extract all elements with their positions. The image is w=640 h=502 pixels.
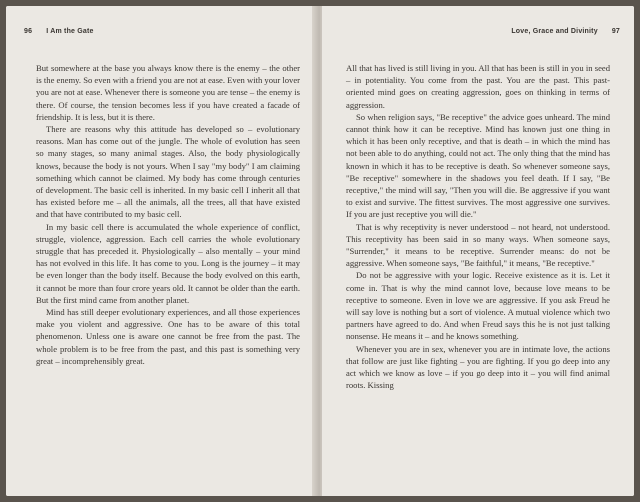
left-running-head — [24, 28, 94, 35]
paragraph: So when religion says, "Be receptive" the advice goes unheard. The mind cannot think how it can be receptive. Mind has known just one thing in which it has been only receptive, and that is death – in which the mind has not been able to do anything, could not act. The only thing that the mind has known in which it has to be receptive is death. So whenever someone says, "Be receptive" somewhere in the shadows you feel death. If I say, "Be receptive," the mind will say, "Then you will die. Be aggressive if you want to exist and survive. The fittest survives. The most aggressive one survives. If you are just receptive you will die." — [346, 111, 610, 220]
book-spread — [6, 6, 634, 496]
right-body-text — [346, 62, 610, 391]
right-page — [322, 6, 634, 496]
paragraph: There are reasons why this attitude has developed so – evolutionary reasons. Man has come out of the jungle. The whole of evolution has seen so many stages, so many animal stages. Also, the body physiologically knows, because the body is not yours. When I say "my body" I am claiming something which cannot be claimed. My body has come through centuries of development. The basic cell is inherited. In my basic cell I inherit all that has existed before me – all the animals, all the trees, all that have existed and that have contributed to my basic cell. — [36, 124, 300, 220]
paragraph: That is why receptivity is never understood – not heard, not understood. This receptivity has been said in so many ways. When someone says, "Surrender," it means to be receptive. Surrender means: do not be aggressive. When someone says, "Be faithful," it means, "Be receptive." — [346, 221, 610, 269]
page-number: 96 — [24, 28, 33, 35]
paragraph: Whenever you are in sex, whenever you are in intimate love, the actions that follow are just like fighting – you are fighting. If you go deep into any act which we know as love – if you go deep into it – you will find animal roots. Kissing — [346, 343, 610, 391]
paragraph: But somewhere at the base you always know there is the enemy – the other is the enemy. So even with a friend you are not at ease. Even with your lover you are not at ease. Whenever there is someone you are tense – the enemy is there. Of course, the tension becomes less if you have created a facade of friendship. It is less, but it is there. — [36, 63, 300, 122]
paragraph: In my basic cell there is accumulated the whole experience of conflict, struggle, violence, aggression. Each cell carries the whole evolutionary struggle that has preceded it. Physiologically – also mentally – your mind has not evolved in this life. It has come to you. Long is the journey – it may be even longer than the body itself. Because the body evolved on this earth, it cannot be more than four crore years old. It cannot be older than the earth. But the first mind came from another planet. — [36, 221, 300, 305]
left-page — [6, 6, 318, 496]
paragraph: Mind has still deeper evolutionary experiences, and all those experiences make you violent and aggressive. One has to be aware of this total phenomenon. Unless one is aware one cannot be free from the past. The whole problem is to be free from the past, and this past is something very great – incomprehensibly great. — [36, 307, 300, 366]
book-title-head: I Am the Gate — [46, 28, 94, 35]
paragraph: All that has lived is still living in you. All that has been is still in you in seed – in potentiality. You come from the past. You are the past. This past-oriented mind goes on creating aggression, goes on thinking in terms of aggression. — [346, 63, 610, 110]
right-running-head — [511, 28, 620, 35]
page-number: 97 — [611, 28, 620, 35]
left-body-text — [36, 62, 300, 367]
chapter-title-head: Love, Grace and Divinity — [511, 28, 598, 35]
paragraph: Do not be aggressive with your logic. Receive existence as it is. Let it come in. That is why the mind cannot love, because love means to be receptive to someone. Even in love we are aggressive. If you ask Freud he will say love is nothing but a sort of violence. A mutual violence which two partners have agreed to do. And when Freud says this he is not just talking nonsense. He means it – and he knows something. — [346, 270, 610, 342]
